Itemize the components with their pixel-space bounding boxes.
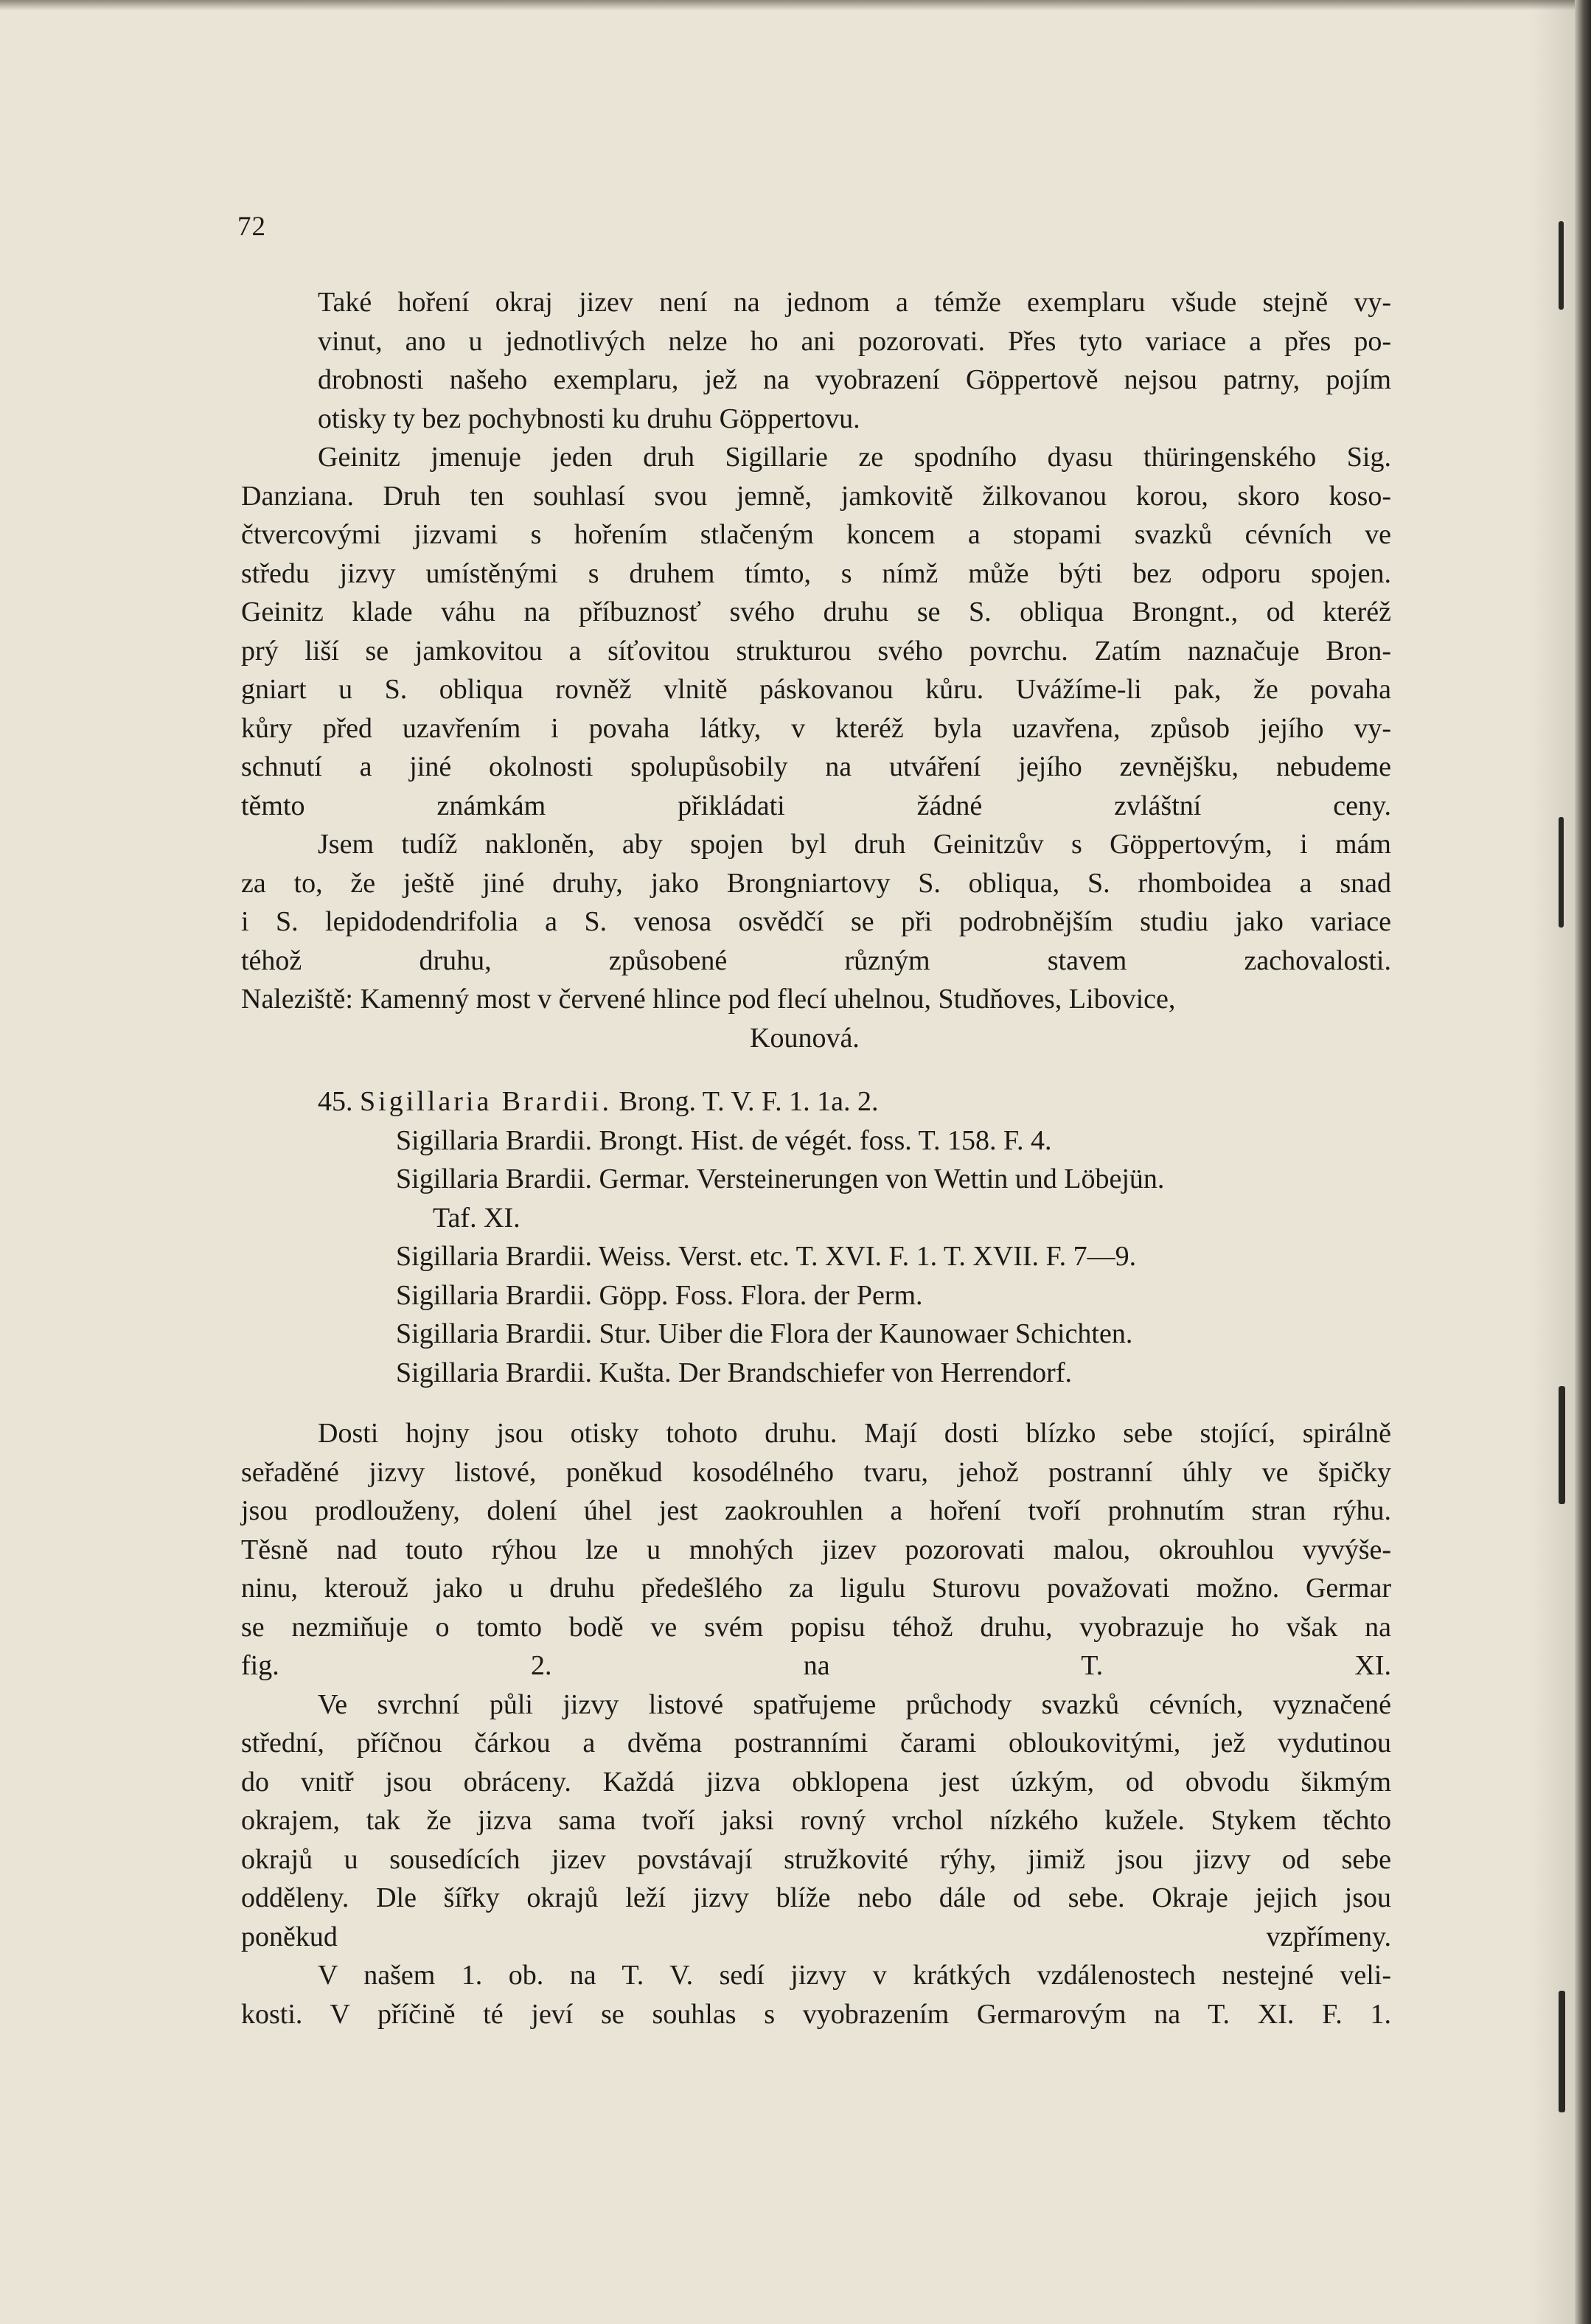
synonym-line: Taf. XI. [433, 1202, 521, 1234]
text-line: vinut, ano u jednotlivých nelze ho ani pozorovati. Přes tyto variace a přes po- [318, 325, 1391, 357]
locality-line [241, 980, 1391, 1019]
scan-mark [1559, 817, 1564, 928]
paragraph [241, 1956, 1391, 2034]
species-name: Sigillaria Brardii. [360, 1086, 612, 1117]
text-line: otisky ty bez pochybnosti ku druhu Göppertovu. [318, 403, 860, 434]
scan-mark [1559, 1991, 1565, 2112]
synonym-line: Sigillaria Brardii. Germar. Versteinerungen von Wettin und Löbejün. [396, 1163, 1165, 1194]
page-number: 72 [237, 212, 266, 242]
text-line: okrajů u sousedících jizev povstávají stružkovité rýhy, jimiž jsou jizvy od sebe [241, 1843, 1391, 1875]
page-edge-shadow [1531, 0, 1575, 2324]
text-line: do vnitř jsou obráceny. Každá jizva obklopena jest úzkým, od obvodu šikmým [241, 1766, 1391, 1798]
text-line: poněkud vzpřímeny. [241, 1921, 1391, 1952]
text-line: těmto známkám přikládati žádné zvláštní ceny. [241, 790, 1391, 821]
synonym-list [241, 1121, 1391, 1393]
text-line: středu jizvy umístěnými s druhem tímto, s nímž může býti bez odporu spojen. [241, 557, 1391, 589]
synonym-line: Sigillaria Brardii. Weiss. Verst. etc. T. XVI. F. 1. T. XVII. F. 7—9. [396, 1241, 1137, 1272]
locality-text: Kamenný most v červené hlince pod flecí uhelnou, Studňoves, Libovice, [360, 984, 1176, 1015]
species-authority: Brong. T. V. F. 1. 1a. 2. [619, 1086, 879, 1117]
scan-mark [1559, 221, 1564, 310]
paragraph [241, 438, 1391, 825]
synonym-line: Sigillaria Brardii. Stur. Uiber die Flora der Kaunowaer Schichten. [396, 1318, 1133, 1349]
page-body [241, 283, 1391, 2034]
text-line: Geinitz klade váhu na příbuznosť svého druhu se S. obliqua Brongnt., od kteréž [241, 596, 1391, 627]
paragraph [241, 1685, 1391, 1957]
text-line: drobnosti našeho exemplaru, jež na vyobrazení Göppertově nejsou patrny, pojím [318, 364, 1391, 395]
species-number: 45. [318, 1086, 353, 1117]
text-line: kosti. V příčině té jeví se souhlas s vyobrazením Germarovým na T. XI. F. 1. [241, 1998, 1391, 2030]
text-line: jsou prodlouženy, dolení úhel jest zaokrouhlen a hoření tvoří prohnutím stran rýhu. [241, 1495, 1391, 1526]
text-line: seřaděné jizvy listové, poněkud kosodélného tvaru, jehož postranní úhly ve špičky [241, 1456, 1391, 1488]
text-line: ninu, kterouž jako u druhu předešlého za ligulu Sturovu považovati možno. Germar [241, 1573, 1391, 1604]
scan-mark [1559, 1386, 1565, 1504]
locality [241, 980, 1391, 1057]
synonym-line: Sigillaria Brardii. Göpp. Foss. Flora. der Perm. [396, 1279, 923, 1311]
synonym-line: Sigillaria Brardii. Brongt. Hist. de végét. foss. T. 158. F. 4. [396, 1124, 1052, 1156]
text-line: střední, příčnou čárkou a dvěma postranními čarami obloukovitými, jež vydutinou [241, 1728, 1391, 1758]
text-line: čtvercovými jizvami s hořením stlačeným koncem a stopami svazků cévních ve [241, 519, 1391, 550]
paragraph [241, 1414, 1391, 1685]
text-line: Dosti hojny jsou otisky tohoto druhu. Mají dosti blízko sebe stojící, spirálně [318, 1418, 1391, 1449]
synonym-line: Sigillaria Brardii. Kušta. Der Brandschiefer von Herrendorf. [396, 1357, 1072, 1388]
text-line: téhož druhu, způsobené různým stavem zachovalosti. [241, 944, 1391, 976]
text-line: odděleny. Dle šířky okrajů leží jizvy blíže nebo dále od sebe. Okraje jejich jsou [241, 1882, 1391, 1913]
text-line: Danziana. Druh ten souhlasí svou jemně, jamkovitě žilkovanou korou, skoro koso- [241, 480, 1391, 512]
text-line: schnutí a jiné okolnosti spolupůsobily na utváření jejího zevnějšku, nebudeme [241, 751, 1391, 782]
text-line: V našem 1. ob. na T. V. sedí jizvy v krátkých vzdálenostech nestejné veli- [318, 1960, 1391, 1991]
text-line: gniart u S. obliqua rovněž vlnitě páskovanou kůru. Uvážíme-li pak, že povaha [241, 674, 1391, 705]
paragraph [241, 825, 1391, 980]
text-line: za to, že ještě jiné druhy, jako Brongniartovy S. obliqua, S. rhomboidea a snad [241, 867, 1391, 899]
text-line: se nezmiňuje o tomto bodě ve svém popisu téhož druhu, vyobrazuje ho však na [241, 1611, 1391, 1643]
text-line: okrajem, tak že jizva sama tvoří jaksi rovný vrchol nízkého kužele. Stykem těchto [241, 1805, 1391, 1836]
top-scan-shadow [0, 0, 1591, 10]
text-line: prý liší se jamkovitou a síťovitou strukturou svého povrchu. Zatím naznačuje Bron- [241, 635, 1391, 667]
text-line: kůry před uzavřením i povaha látky, v kteréž byla uzavřena, způsob jejího vy- [241, 712, 1391, 744]
locality-label: Naleziště: [241, 984, 353, 1015]
text-line: i S. lepidodendrifolia a S. venosa osvědčí se při podrobnějším studiu jako variace [241, 906, 1391, 937]
text-line: Ve svrchní půli jizvy listové spatřujeme průchody svazků cévních, vyznačené [318, 1688, 1391, 1720]
species-heading [241, 1082, 1391, 1121]
page-edge-binding [1575, 0, 1591, 2324]
paragraph [241, 283, 1391, 438]
text-line: fig. 2. na T. XI. [241, 1650, 1391, 1681]
text-line: Také hoření okraj jizev není na jednom a témže exemplaru všude stejně vy- [318, 287, 1391, 318]
text-line: Jsem tudíž nakloněn, aby spojen byl druh Geinitzův s Göppertovým, i mám [318, 829, 1391, 860]
text-line: Těsně nad touto rýhou lze u mnohých jizev pozorovati malou, okrouhlou vyvýše- [241, 1534, 1391, 1565]
locality-continuation: Kounová. [750, 1022, 860, 1054]
text-line: Geinitz jmenuje jeden druh Sigillarie ze spodního dyasu thüringenského Sig. [318, 442, 1391, 473]
